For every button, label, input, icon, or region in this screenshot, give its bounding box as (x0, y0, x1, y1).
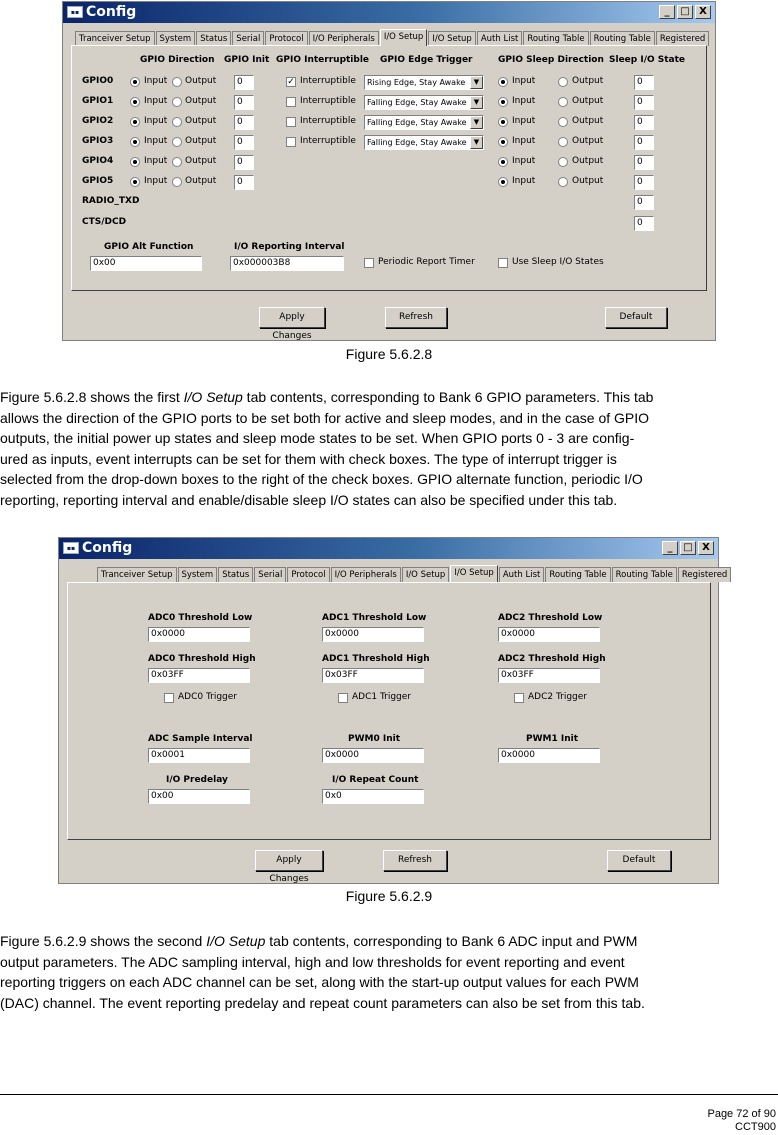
sleep-output-label: Output (572, 136, 604, 146)
minimize-icon[interactable]: _ (659, 5, 675, 19)
tab-routing-table-2[interactable]: Routing Table (612, 567, 677, 582)
pwm0-input[interactable]: 0x0000 (322, 748, 424, 763)
use-sleep-checkbox[interactable] (498, 258, 508, 268)
output-label: Output (185, 96, 217, 106)
chevron-down-icon[interactable]: ▼ (470, 116, 483, 129)
close-icon[interactable]: X (695, 5, 711, 19)
gpio-init-input[interactable]: 0 (234, 135, 254, 150)
predelay-label: I/O Predelay (166, 775, 228, 785)
sleep-output-radio[interactable] (558, 177, 568, 187)
maximize-icon[interactable]: □ (677, 5, 693, 19)
paragraph-line: (DAC) channel. The event reporting predelay and repeat count parameters can also be set from this tab. (0, 994, 645, 1011)
input-label: Input (144, 136, 168, 146)
sleep-output-label: Output (572, 96, 604, 106)
paragraph-line: Figure 5.6.2.8 shows the first I/O Setup tab contents, corresponding to Bank 6 GPIO parameters. This tab (0, 389, 654, 405)
output-radio[interactable] (172, 117, 182, 127)
apply-changes-button[interactable]: Apply Changes (255, 850, 323, 871)
sleep-output-label: Output (572, 116, 604, 126)
adc1-high-input[interactable]: 0x03FF (322, 668, 424, 683)
output-radio[interactable] (172, 137, 182, 147)
paragraph-line: Figure 5.6.2.9 shows the second I/O Setup tab contents, corresponding to Bank 6 ADC input and PWM (0, 933, 638, 949)
figure-caption-1: Figure 5.6.2.8 (345, 346, 433, 362)
tab-system[interactable]: System (178, 567, 218, 582)
input-radio[interactable] (130, 77, 140, 87)
header-gpio-init: GPIO Init (224, 55, 270, 65)
output-radio[interactable] (172, 157, 182, 167)
adc1-low-input[interactable]: 0x0000 (322, 627, 424, 642)
sleep-state-input[interactable]: 0 (634, 75, 654, 90)
tab-protocol[interactable]: Protocol (265, 31, 307, 46)
config-window-adc (58, 537, 728, 884)
adc0-trigger-checkbox[interactable] (164, 693, 174, 703)
repeat-count-label: I/O Repeat Count (332, 775, 419, 785)
sleep-output-radio[interactable] (558, 117, 568, 127)
app-icon: ▪▪ (63, 542, 79, 554)
gpio-label: GPIO4 (82, 156, 114, 166)
default-button[interactable]: Default (605, 307, 667, 328)
config-window-gpio (62, 1, 716, 341)
interruptible-checkbox[interactable] (286, 117, 296, 127)
adc0-high-label: ADC0 Threshold High (148, 654, 256, 664)
paragraph-line: outputs, the initial power up states and sleep mode states to be set. When GPIO ports 0 - 3 are config- (0, 430, 635, 446)
adc2-low-input[interactable]: 0x0000 (498, 627, 600, 642)
gpio-init-input[interactable]: 0 (234, 175, 254, 190)
sleep-input-label: Input (512, 156, 536, 166)
sleep-output-label: Output (572, 76, 604, 86)
paragraph-line: allows the direction of the GPIO ports to be set both for active and sleep modes, and in the case of GPIO (0, 409, 650, 426)
sleep-state-input[interactable]: 0 (634, 95, 654, 110)
interruptible-label: Interruptible (300, 136, 356, 146)
sleep-input-radio[interactable] (498, 77, 508, 87)
periodic-timer-checkbox[interactable] (364, 258, 374, 268)
input-radio[interactable] (130, 117, 140, 127)
output-radio[interactable] (172, 97, 182, 107)
tab-io-setup-2[interactable]: I/O Setup (428, 31, 476, 46)
header-gpio-interruptible: GPIO Interruptible (276, 55, 370, 65)
adc2-low-label: ADC2 Threshold Low (498, 613, 603, 623)
input-label: Input (144, 96, 168, 106)
tab-routing-table-1[interactable]: Routing Table (545, 567, 610, 582)
input-label: Input (144, 76, 168, 86)
footer-divider (0, 1094, 778, 1095)
sleep-input-label: Input (512, 76, 536, 86)
interruptible-checkbox[interactable] (286, 97, 296, 107)
apply-changes-button[interactable]: Apply Changes (259, 307, 325, 328)
adc2-high-label: ADC2 Threshold High (498, 654, 606, 664)
sleep-output-label: Output (572, 176, 604, 186)
figure-caption-2: Figure 5.6.2.9 (345, 888, 433, 904)
window-title: Config (82, 540, 133, 556)
refresh-button[interactable]: Refresh (383, 850, 447, 871)
adc2-trigger-checkbox[interactable] (514, 693, 524, 703)
default-button[interactable]: Default (607, 850, 671, 871)
reporting-interval-label: I/O Reporting Interval (234, 242, 345, 252)
tab-serial[interactable]: Serial (232, 31, 264, 46)
header-gpio-sleep-direction: GPIO Sleep Direction (498, 55, 604, 65)
interruptible-checkbox[interactable]: ✓ (287, 77, 295, 87)
input-radio[interactable] (130, 137, 140, 147)
tab-io-setup-1[interactable]: I/O Setup (402, 567, 450, 582)
output-radio[interactable] (172, 77, 182, 87)
tab-routing-table-2[interactable]: Routing Table (590, 31, 655, 46)
sleep-output-radio[interactable] (558, 137, 568, 147)
tab-io-setup-1[interactable]: I/O Setup (380, 29, 428, 46)
sleep-state-input[interactable]: 0 (634, 155, 654, 170)
adc0-low-label: ADC0 Threshold Low (148, 613, 253, 623)
tab-system[interactable]: System (156, 31, 196, 46)
edge-trigger-value: Rising Edge, Stay Awake (367, 78, 466, 87)
sleep-output-radio[interactable] (558, 97, 568, 107)
sleep-output-label: Output (572, 156, 604, 166)
input-label: Input (144, 156, 168, 166)
input-radio[interactable] (130, 157, 140, 167)
use-sleep-label: Use Sleep I/O States (512, 257, 604, 267)
maximize-icon[interactable]: □ (680, 541, 696, 555)
sleep-input-radio[interactable] (498, 117, 508, 127)
gpio-init-input[interactable]: 0 (234, 115, 254, 130)
header-gpio-direction: GPIO Direction (140, 55, 215, 65)
periodic-timer-label: Periodic Report Timer (378, 257, 475, 267)
output-label: Output (185, 76, 217, 86)
chevron-down-icon[interactable]: ▼ (470, 76, 483, 89)
refresh-button[interactable]: Refresh (385, 307, 447, 328)
tab-status[interactable]: Status (218, 567, 253, 582)
paragraph-line: ured as inputs, event interrupts can be set for them with check boxes. The type of interrupt trigger is (0, 450, 617, 467)
output-label: Output (185, 116, 217, 126)
sleep-input-radio[interactable] (498, 157, 508, 167)
minimize-icon[interactable]: _ (662, 541, 678, 555)
edge-trigger-value: Falling Edge, Stay Awake (367, 98, 467, 107)
gpio-label: GPIO1 (82, 96, 114, 106)
chevron-down-icon[interactable]: ▼ (470, 96, 483, 109)
document-id: CCT900 (735, 1121, 776, 1133)
paragraph-line: output parameters. The ADC sampling interval, high and low thresholds for event reporting and event (0, 953, 625, 970)
tab-registered[interactable]: Registered (678, 567, 731, 582)
sample-interval-label: ADC Sample Interval (148, 734, 253, 744)
edge-trigger-value: Falling Edge, Stay Awake (367, 118, 467, 127)
adc2-trigger-label: ADC2 Trigger (528, 692, 587, 702)
edge-trigger-select[interactable] (364, 95, 484, 110)
tab-io-setup-2[interactable]: I/O Setup (450, 565, 498, 582)
sleep-input-label: Input (512, 116, 536, 126)
gpio-label: GPIO5 (82, 176, 114, 186)
paragraph-2 (0, 931, 778, 1013)
edge-trigger-select[interactable] (364, 115, 484, 130)
adc1-trigger-checkbox[interactable] (338, 693, 348, 703)
tab-routing-table-1[interactable]: Routing Table (523, 31, 588, 46)
tab-strip (97, 565, 728, 582)
gpio-init-input[interactable]: 0 (234, 75, 254, 90)
repeat-count-input[interactable]: 0x0 (322, 789, 424, 804)
header-gpio-edge-trigger: GPIO Edge Trigger (380, 55, 473, 65)
sleep-state-input[interactable]: 0 (634, 135, 654, 150)
input-radio[interactable] (130, 177, 140, 187)
gpio-init-input[interactable]: 0 (234, 155, 254, 170)
alt-function-label: GPIO Alt Function (104, 242, 194, 252)
adc1-trigger-label: ADC1 Trigger (352, 692, 411, 702)
tab-registered[interactable]: Registered (656, 31, 709, 46)
tab-strip (75, 29, 706, 46)
pwm0-label: PWM0 Init (348, 734, 401, 744)
gpio-label: GPIO0 (82, 76, 114, 86)
radio-txd-label: RADIO_TXD (82, 196, 140, 206)
sleep-state-input[interactable]: 0 (634, 115, 654, 130)
interruptible-label: Interruptible (300, 96, 356, 106)
app-icon: ▪▪ (67, 6, 83, 18)
output-radio[interactable] (172, 177, 182, 187)
tab-panel (71, 45, 707, 291)
gpio-label: GPIO3 (82, 136, 114, 146)
sleep-input-label: Input (512, 96, 536, 106)
sleep-input-radio[interactable] (498, 177, 508, 187)
pwm1-input[interactable]: 0x0000 (498, 748, 600, 763)
sleep-state-input[interactable]: 0 (634, 216, 654, 231)
sleep-state-input[interactable]: 0 (634, 175, 654, 190)
sleep-input-label: Input (512, 136, 536, 146)
window-title: Config (86, 4, 137, 20)
paragraph-1 (0, 387, 778, 510)
sleep-output-radio[interactable] (558, 157, 568, 167)
sleep-input-label: Input (512, 176, 536, 186)
output-label: Output (185, 176, 217, 186)
title-bar (59, 538, 718, 559)
adc0-trigger-label: ADC0 Trigger (178, 692, 237, 702)
adc2-high-input[interactable]: 0x03FF (498, 668, 600, 683)
interruptible-checkbox[interactable] (286, 137, 296, 147)
page-number: Page 72 of 90 (707, 1108, 776, 1120)
edge-trigger-select[interactable] (364, 135, 484, 150)
edge-trigger-select[interactable] (364, 75, 484, 90)
title-bar (63, 2, 715, 23)
reporting-interval-input[interactable]: 0x000003B8 (230, 256, 344, 271)
output-label: Output (185, 156, 217, 166)
predelay-input[interactable]: 0x00 (148, 789, 250, 804)
edge-trigger-value: Falling Edge, Stay Awake (367, 138, 467, 147)
sample-interval-input[interactable]: 0x0001 (148, 748, 250, 763)
interruptible-label: Interruptible (300, 116, 356, 126)
tab-io-peripherals[interactable]: I/O Peripherals (309, 31, 379, 46)
tab-tranceiver-setup[interactable]: Tranceiver Setup (97, 567, 177, 582)
interruptible-label: Interruptible (300, 76, 356, 86)
input-radio[interactable] (130, 97, 140, 107)
tab-auth-list[interactable]: Auth List (499, 567, 544, 582)
tab-tranceiver-setup[interactable]: Tranceiver Setup (75, 31, 155, 46)
gpio-label: GPIO2 (82, 116, 114, 126)
input-label: Input (144, 116, 168, 126)
sleep-output-radio[interactable] (558, 77, 568, 87)
tab-io-peripherals[interactable]: I/O Peripherals (331, 567, 401, 582)
chevron-down-icon[interactable]: ▼ (470, 136, 483, 149)
paragraph-line: reporting, reporting interval and enable/disable sleep I/O states can also be specified under this tab. (0, 491, 618, 508)
adc1-high-label: ADC1 Threshold High (322, 654, 430, 664)
output-label: Output (185, 136, 217, 146)
sleep-input-radio[interactable] (498, 137, 508, 147)
pwm1-label: PWM1 Init (526, 734, 579, 744)
adc0-high-input[interactable]: 0x03FF (148, 668, 250, 683)
paragraph-line: selected from the drop-down boxes to the right of the check boxes. GPIO alternate function, periodic I/O (0, 471, 643, 487)
tab-status[interactable]: Status (196, 31, 231, 46)
tab-serial[interactable]: Serial (254, 567, 286, 582)
adc0-low-input[interactable]: 0x0000 (148, 627, 250, 642)
adc1-low-label: ADC1 Threshold Low (322, 613, 427, 623)
tab-panel (67, 582, 711, 840)
tab-protocol[interactable]: Protocol (287, 567, 329, 582)
gpio-init-input[interactable]: 0 (234, 95, 254, 110)
sleep-input-radio[interactable] (498, 97, 508, 107)
tab-auth-list[interactable]: Auth List (477, 31, 522, 46)
close-icon[interactable]: X (698, 541, 714, 555)
cts-dcd-label: CTS/DCD (82, 217, 127, 227)
paragraph-line: reporting triggers on each ADC channel can be set, along with the start-up output values for each PWM (0, 974, 639, 990)
header-sleep-io-state: Sleep I/O State (609, 55, 686, 65)
input-label: Input (144, 176, 168, 186)
alt-function-input[interactable]: 0x00 (90, 256, 202, 271)
sleep-state-input[interactable]: 0 (634, 195, 654, 210)
